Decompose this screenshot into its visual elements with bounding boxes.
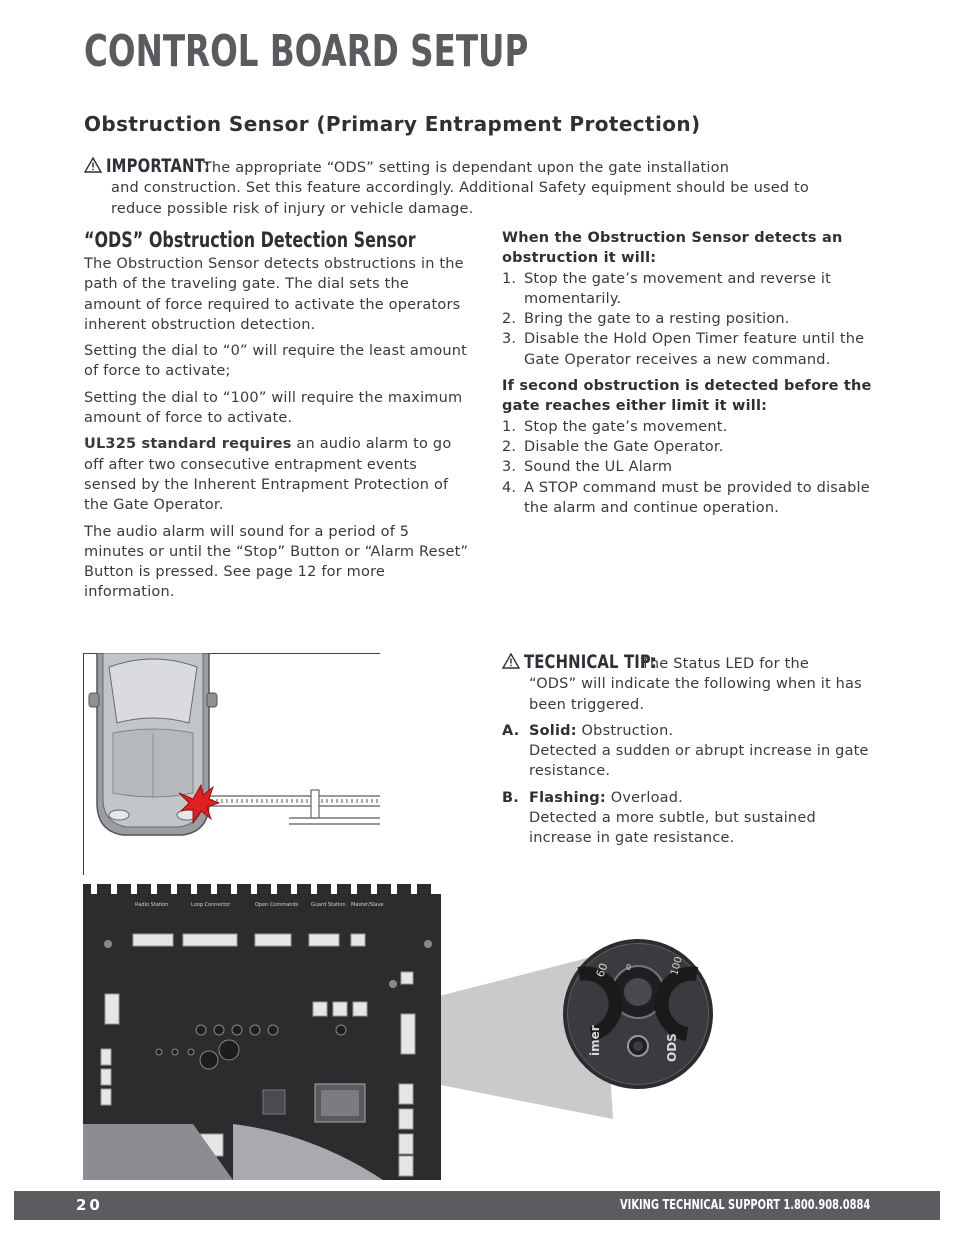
footer-support-text: VIKING TECHNICAL SUPPORT 1.800.908.0884 (620, 1198, 871, 1213)
ods-para-5: The audio alarm will sound for a period of 5 minutes or until the “Stop” Button or “Alarm Reset” Button is pressed. See page 12 for more information. (84, 523, 469, 601)
list-item: 1. Stop the gate’s movement and reverse it momentarily. (502, 270, 831, 307)
control-board-illustration (83, 884, 717, 1180)
ul325-bold: UL325 standard requires (84, 436, 292, 453)
tip-label: TECHNICAL TIP: (524, 651, 657, 673)
ods-para-1: The Obstruction Sensor detects obstructions in the path of the traveling gate. The dial sets the amount of force required to activate the operators inherent obstruction detection. (84, 256, 464, 333)
zoom-label-timer: imer (588, 1025, 602, 1056)
detect-steps (502, 269, 882, 370)
board-label-loop: Loop Connector (191, 902, 231, 908)
technical-tip (502, 652, 882, 849)
zoom-label-0: 0 (626, 963, 632, 972)
board-label-radio: Radio Station (135, 902, 169, 908)
list-item: 3. Disable the Hold Open Timer feature until the Gate Operator receives a new command. (502, 331, 865, 368)
list-item: 3. Sound the UL Alarm (502, 459, 673, 476)
section-heading: Obstruction Sensor (Primary Entrapment Protection) (84, 112, 701, 136)
tip-item-flashing: B. Flashing: Overload. Detected a more subtle, but sustained increase in gate resistance. (502, 789, 816, 847)
list-item: 2. Disable the Gate Operator. (502, 438, 724, 455)
board-label-open: Open Commands (255, 902, 299, 908)
ods-para-2: Setting the dial to “0” will require the least amount of force to activate; (84, 343, 468, 380)
list-item: 1. Stop the gate’s movement. (502, 418, 728, 435)
list-item: 4. A STOP command must be provided to disable the alarm and continue operation. (502, 479, 870, 516)
obstruction-actions (502, 228, 882, 524)
board-label-master: Master/Slave (351, 902, 384, 908)
zoom-label-ods: ODS (665, 1033, 679, 1062)
detect-heading: When the Obstruction Sensor detects an obstruction it will: (502, 230, 843, 267)
tip-text-rest: “ODS” will indicate the following when it has been triggered. (529, 676, 862, 713)
page-title: CONTROL BOARD SETUP (84, 26, 529, 77)
warning-icon (84, 157, 102, 173)
ods-heading: “ODS” Obstruction Detection Sensor (84, 228, 416, 252)
zoom-label-100: 100 (669, 955, 685, 977)
ul325-text: an audio alarm to go off after two consecutive entrapment events sensed by the Inherent Entrapment Protection of the Gate Operator. (84, 436, 452, 514)
board-label-guard: Guard Station (311, 902, 346, 908)
important-label: IMPORTANT: (106, 155, 211, 177)
second-heading: If second obstruction is detected before the gate reaches either limit it will: (502, 378, 872, 415)
zoom-label-60: 60 (593, 961, 611, 980)
important-text-rest: and construction. Set this feature accordingly. Additional Safety equipment should be used to reduce possible risk of injury or vehicle damage. (111, 180, 810, 217)
ods-para-3: Setting the dial to “100” will require the maximum amount of force to activate. (84, 389, 463, 427)
tip-text-line1: The Status LED for the (640, 656, 809, 672)
ods-description (84, 254, 469, 609)
warning-icon (502, 653, 520, 669)
important-note (84, 156, 854, 219)
tip-item-solid: A. Solid: Obstruction. Detected a sudden or abrupt increase in gate resistance. (502, 722, 869, 780)
second-steps (502, 417, 882, 518)
important-text-line1: The appropriate “ODS” setting is dependant upon the gate installation (202, 160, 730, 176)
list-item: 2. Bring the gate to a resting position. (502, 311, 790, 328)
car-gate-illustration (83, 653, 380, 875)
ods-para-4 (84, 434, 469, 515)
page-number: 20 (76, 1196, 103, 1214)
